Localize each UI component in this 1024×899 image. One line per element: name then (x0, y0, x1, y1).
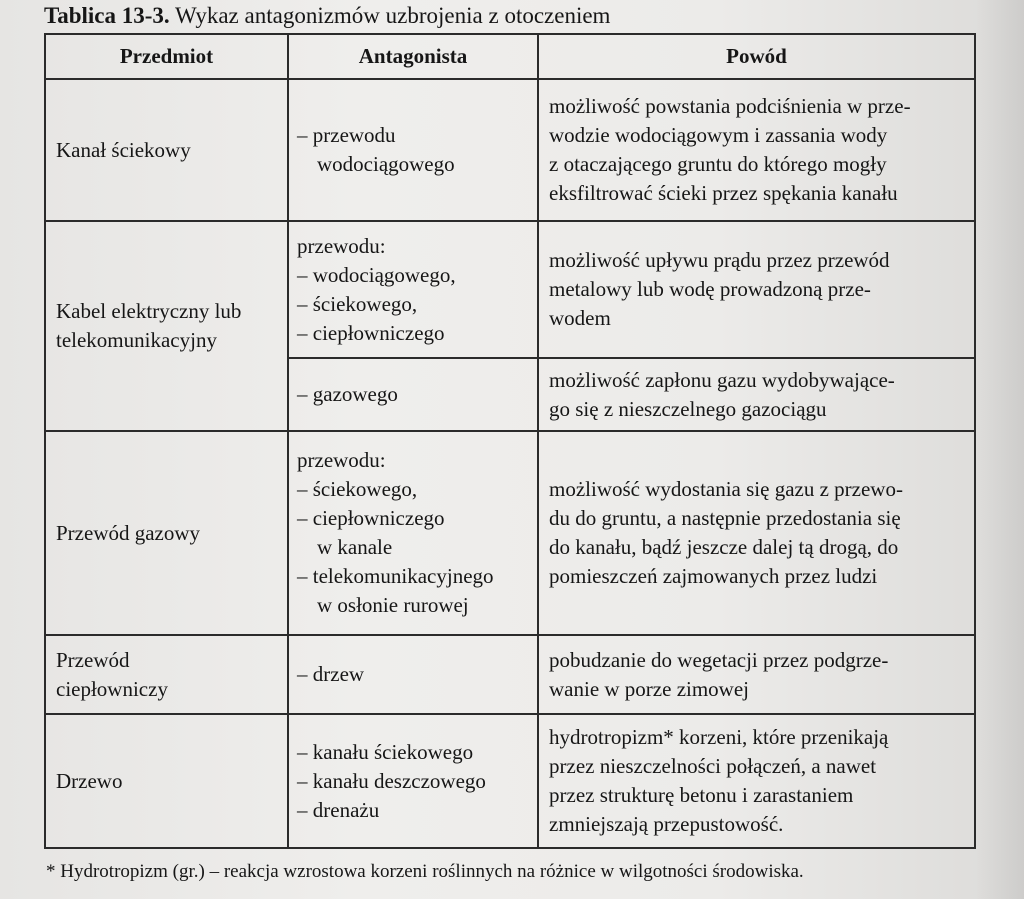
reason-cell (538, 221, 975, 358)
header-reason: Powód (538, 34, 975, 79)
reason-text: możliwość wydostania się gazu z przewo- (549, 477, 903, 501)
reason-text: z otaczającego gruntu do którego mogły (549, 152, 887, 176)
reason-text: przez strukturę betonu i zarastaniem (549, 783, 854, 807)
antagonist-text: – ściekowego, (297, 477, 418, 501)
antagonist-cell (288, 431, 538, 635)
antagonist-text: – drzew (297, 662, 365, 686)
reason-cell (538, 714, 975, 848)
reason-text: metalowy lub wodę prowadzoną prze- (549, 277, 871, 301)
subject-cell (45, 635, 288, 714)
antagonist-cell (288, 635, 538, 714)
reason-text: zmniejszają przepustowość. (549, 812, 784, 836)
antagonist-text: – wodociągowego, (297, 262, 456, 287)
antagonist-text: – ciepłowniczego (297, 506, 445, 530)
antagonist-text: – kanału deszczowego (297, 768, 486, 793)
antagonism-table (44, 33, 976, 849)
subject-text: Przewód (56, 647, 130, 672)
header-antagonist: Antagonista (288, 34, 538, 79)
antagonist-text: – telekomunikacyjnego (297, 564, 494, 588)
reason-text: eksfiltrować ścieki przez spękania kanału (549, 181, 898, 205)
antagonist-text: w osłonie rurowej (317, 593, 469, 617)
reason-cell (538, 79, 975, 221)
table-row (45, 714, 975, 848)
subject-text: telekomunikacyjny (56, 328, 217, 352)
reason-text: do kanału, bądź jeszcze dalej tą drogą, do (549, 535, 899, 559)
antagonist-text: – drenażu (297, 797, 380, 822)
table-caption (44, 2, 610, 30)
antagonist-text: wodociągowego (317, 152, 455, 176)
table-header-row (45, 34, 975, 79)
table-row (45, 635, 975, 714)
antagonist-cell (288, 79, 538, 221)
antagonist-text: w kanale (317, 535, 393, 559)
table-row (45, 79, 975, 221)
subject-cell (45, 79, 288, 221)
antagonist-text: przewodu: (297, 233, 386, 258)
antagonist-text: – przewodu (297, 123, 396, 147)
reason-text: go się z nieszczelnego gazociągu (549, 396, 827, 421)
subject-text: ciepłowniczy (56, 676, 168, 701)
table-title: Wykaz antagonizmów uzbrojenia z otoczeniem (175, 3, 611, 28)
page-edge-shadow (976, 0, 1024, 899)
reason-text: hydrotropizm* korzeni, które przenikają (549, 725, 889, 749)
antagonist-cell (288, 221, 538, 358)
subject-text: Kanał ściekowy (56, 137, 191, 162)
table-row (45, 221, 975, 358)
table-row (45, 431, 975, 635)
reason-text: wodem (549, 306, 611, 330)
reason-text: pobudzanie do wegetacji przez podgrze- (549, 647, 889, 672)
subject-text: Drzewo (56, 768, 123, 793)
subject-text: Kabel elektryczny lub (56, 299, 242, 323)
subject-cell (45, 221, 288, 431)
reason-text: możliwość upływu prądu przez przewód (549, 248, 890, 272)
subject-cell (45, 714, 288, 848)
reason-text: wodzie wodociągowym i zassania wody (549, 123, 888, 147)
reason-text: możliwość powstania podciśnienia w prze- (549, 94, 911, 118)
reason-cell (538, 431, 975, 635)
antagonist-text: – kanału ściekowego (297, 739, 474, 764)
antagonist-text: – gazowego (297, 382, 398, 406)
antagonist-text: przewodu: (297, 448, 386, 472)
reason-text: przez nieszczelności połączeń, a nawet (549, 754, 877, 778)
reason-cell (538, 635, 975, 714)
footnote: * Hydrotropizm (gr.) – reakcja wzrostowa korzeni roślinnych na różnice w wilgotności środowiska. (46, 861, 804, 882)
antagonist-cell (288, 714, 538, 848)
reason-text: pomieszczeń zajmowanych przez ludzi (549, 564, 878, 588)
reason-text: wanie w porze zimowej (549, 676, 750, 701)
subject-cell (45, 431, 288, 635)
reason-cell (538, 358, 975, 431)
header-subject: Przedmiot (45, 34, 288, 79)
antagonist-text: – ściekowego, (297, 291, 418, 316)
reason-text: du do gruntu, a następnie przedostania się (549, 506, 901, 530)
antagonist-text: – ciepłowniczego (297, 320, 445, 345)
subject-text: Przewód gazowy (56, 520, 201, 545)
reason-text: możliwość zapłonu gazu wydobywające- (549, 367, 895, 392)
antagonist-cell (288, 358, 538, 431)
table-number: Tablica 13-3. (44, 3, 170, 28)
